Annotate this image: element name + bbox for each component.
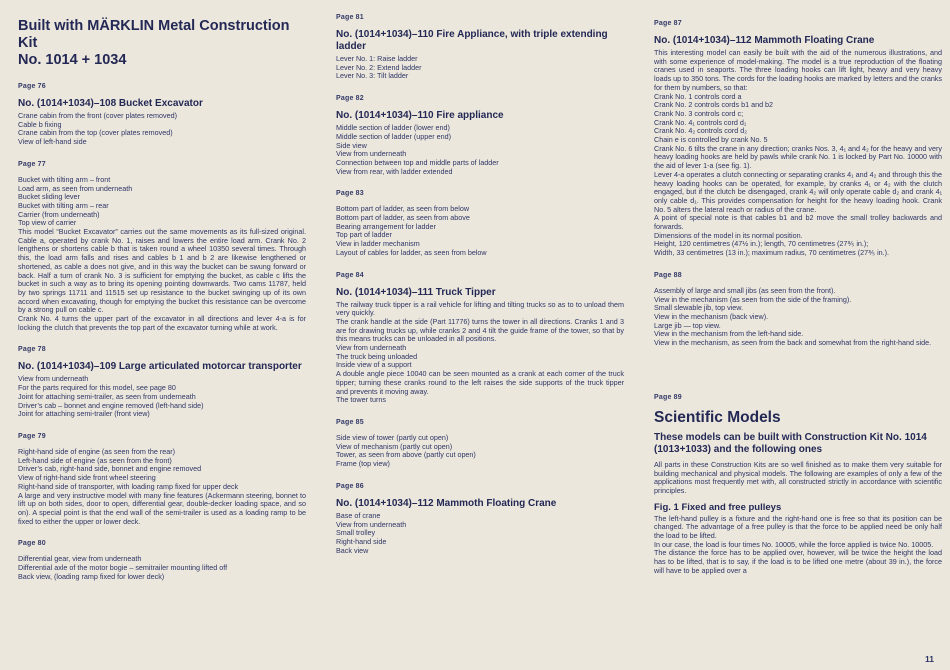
paragraph: A point of special note is that cables b1 and b2 move the small trolley backwards and forwards.	[654, 213, 942, 232]
paragraph: The railway truck tipper is a rail vehicle for lifting and tilting trucks so as to to unload them very quickly.	[336, 299, 624, 318]
page-label: Page 76	[18, 83, 46, 90]
list-line: Differential axle of the motor bogie – semitrailer mounting lifted off	[18, 563, 228, 573]
list-line: View from underneath	[336, 149, 407, 159]
paragraph: Crank No. 4 turns the upper part of the excavator in all directions and lever 4-a is for locking the clutch that prevents the top part of the excavator turning while at work.	[18, 314, 306, 332]
list-line: Crane cabin from the front (cover plates removed)	[18, 111, 177, 120]
list-line: Connection between top and middle parts of ladder	[336, 157, 499, 167]
list-line: Differential gear, view from underneath	[18, 554, 142, 564]
list-line: Bearing arrangement for ladder	[336, 221, 436, 231]
list-line: Joint for attaching semi-trailer (front view)	[18, 409, 150, 419]
page-label: Page 86	[336, 482, 364, 490]
list-line: Lever No. 3: Tilt ladder	[336, 71, 409, 81]
dimensions-label: Dimensions of the model in its normal position.	[654, 230, 803, 240]
paragraph: A large and very instructive model with many fine features (Ackermann steering, bonnet to lift up on both sides, door to open, differential gear, double-decker loading space, and so on). A special point is that the end wall of the semi-trailer is used as a loading ramp to be fixed to either the upper or lower deck.	[18, 490, 306, 526]
page-label-88: Page 88	[654, 271, 682, 279]
list-line: View in the mechanism (back view).	[654, 311, 769, 321]
list-line: Left-hand side of engine (as seen from the front)	[18, 455, 172, 465]
page-label-87: Page 87	[654, 20, 682, 27]
list-line: Small slewable jib, top view.	[654, 303, 744, 313]
left-sections	[18, 83, 306, 581]
page-label: Page 85	[336, 418, 364, 426]
scientific-models-subtitle: These models can be built with Construction Kit No. 1014 (1013+1033) and the following ones	[654, 431, 927, 455]
scientific-intro: All parts in these Construction Kits are so well finished as to make them very suitable for building mechanical and physical models. The following are examples of only a few of the applications most frequently met with, all constructed strictly in accordance with scientific principles.	[654, 459, 942, 495]
list-line: The tower turns	[336, 395, 386, 405]
dimension-line: Width, 33 centimetres (13 in.); maximum radius, 70 centimetres (27⅗ in.).	[654, 248, 890, 258]
scientific-models-title: Scientific Models	[654, 408, 781, 426]
paragraph: The crank handle at the side (Part 11776) turns the tower in all directions. Cranks 1 and 3 are for drawing trucks up, while cranks 2 and 4 tilt the guide frame of the tower, so that by this means trucks can be unloaded in all positions.	[336, 316, 624, 344]
crank-list	[654, 93, 942, 145]
list-line: Middle section of ladder (lower end)	[336, 123, 450, 133]
list-line: Lever No. 2: Extend ladder	[336, 62, 422, 72]
list-line: Top part of ladder	[336, 230, 392, 240]
list-line: Load arm, as seen from underneath	[18, 183, 133, 193]
page-label: Page 78	[18, 346, 46, 354]
page-label: Page 80	[18, 540, 46, 548]
crank-line: Crank No. 3 controls cord c;	[654, 108, 744, 118]
crank-line: Crank No. 4₁ controls cord d₁	[654, 117, 747, 127]
column-left	[18, 0, 306, 581]
list-line: View from underneath	[336, 519, 407, 529]
dimensions-list	[654, 240, 942, 257]
list-line: Middle section of ladder (upper end)	[336, 131, 452, 141]
section-heading: No. (1014+1034)–112 Mammoth Floating Crane	[336, 497, 557, 509]
list-line: Driver’s cab, right-hand side, bonnet and engine removed	[18, 464, 202, 474]
list-line: View of right-hand side front wheel steering	[18, 473, 156, 483]
list-line: View in the mechanism (as seen from the side of the framing).	[654, 294, 852, 304]
list-line: View of mechanism (partly cut open)	[336, 441, 453, 451]
list-line: Side view of tower (partly cut open)	[336, 432, 449, 442]
list-line: Joint for attaching semi-trailer, as seen from underneath	[18, 391, 196, 401]
main-title-line1: Built with MÄRKLIN Metal Construction Kit	[18, 18, 290, 51]
section-heading-87: No. (1014+1034)–112 Mammoth Floating Crane	[654, 35, 875, 46]
paragraph: The distance the force has to be applied over, however, will be twice the height the load has to be lifted, that is to say, if the load is to be lifted one metre (about 39 in.), the force will have to be applied over a	[654, 548, 942, 575]
list-line: Assembly of large and small jibs (as seen from the front).	[654, 285, 836, 295]
section-heading: No. (1014+1034)–110 Fire appliance	[336, 110, 504, 122]
paragraph: The left-hand pulley is a fixture and the right-hand one is free so that its position can be changed. The advantage of a free pulley is that the force to be applied need be only half the load to be lifted.	[654, 513, 942, 541]
page-label: Page 84	[336, 271, 364, 279]
main-title-line2: No. 1014 + 1034	[18, 52, 127, 68]
list-line: View of left-hand side	[18, 137, 87, 147]
list-line: Cable b fixing	[18, 119, 62, 129]
figure-title: Fig. 1 Fixed and free pulleys	[654, 501, 782, 513]
list-line: Top view of carrier	[18, 218, 77, 228]
figure-paragraphs	[654, 515, 942, 576]
list-line: Bucket with tilting arm – rear	[18, 200, 109, 210]
list-line: Right-hand side	[336, 536, 387, 546]
section-heading: No. (1014+1034)–110 Fire Appliance, with triple extending ladder	[336, 29, 608, 52]
column-right	[654, 0, 942, 576]
paragraphs-87	[654, 145, 942, 232]
list-line: Large jib — top view.	[654, 320, 721, 330]
list-line: Frame (top view)	[336, 459, 390, 469]
page-label: Page 83	[336, 190, 364, 198]
section-heading: No. (1014+1034)–111 Truck Tipper	[336, 286, 496, 298]
list-line: Crane cabin from the top (cover plates removed)	[18, 128, 173, 138]
list-line: View from underneath	[18, 374, 89, 384]
list-line: Inside view of a support	[336, 360, 412, 370]
list-line: Bottom part of ladder, as seen from below	[336, 204, 470, 214]
list-line: Bucket with tilting arm – front	[18, 174, 111, 184]
list-line: View from rear, with ladder extended	[336, 166, 453, 176]
main-title	[18, 18, 306, 69]
paragraph: A double angle piece 10040 can be seen mounted as a crank at each corner of the truck tipper; turning these cranks round to the left raises the side supports of the truck tipper and prevents it moving away.	[336, 369, 624, 396]
page-label: Page 77	[18, 160, 46, 168]
list-line: Back view, (loading ramp fixed for lower deck)	[18, 571, 165, 581]
list-line: Layout of cables for ladder, as seen from below	[336, 247, 487, 257]
page-number: 11	[925, 654, 934, 664]
paragraph: Lever 4-a operates a clutch connecting or separating cranks 4₁ and 4₂ and through this the heavy loading hooks can be operated, for example, by cranks 4₁ or 4₂ with the clutch engaged, but if the clutch be disengaged, crank 4₂ will only operate cable d₂ and crank 4₁ only cable d₁. This provides compensation for height for the heavy loading hook. Crank No. 5 alters the lateral reach or radius of the crane.	[654, 169, 942, 214]
crank-line: Crank No. 4₂ controls cord d₂	[654, 126, 748, 136]
list-line: View in the mechanism from the left-hand side.	[654, 329, 804, 339]
page-label: Page 81	[336, 14, 364, 21]
paragraph: This model “Bucket Excavator” carries out the same movements as its full-sized original. Cable a, operated by crank No. 1, raises and lowers the entire load arm. Crank No. 2 lengthens or shortens cable b that is taken round a wheel 10350 several times. Through this, the load arm falls and rises and cables b 1 and b 2 are likewise lengthened or shortened, as cable a does not give, and in this way the bucket can be swung forward or back. Half a turn of crank No. 3 is sufficient for emptying the bucket, as cable c lifts the bucket in such a way as to bring its opening pointing downwards. Two cams 11787, held by two springs 11711 and 11515 set up resistance to the bucket swinging up of its own accord when excavating, though for emptying the bucket this resistance can be overcome by a strong pull on cable c.	[18, 227, 306, 315]
list-line: The truck being unloaded	[336, 351, 418, 361]
dimension-line: Height, 120 centimetres (47½ in.); length, 70 centimetres (27⅗ in.);	[654, 239, 869, 249]
list-line: Tower, as seen from above (partly cut open)	[336, 450, 476, 460]
crank-line: Crank No. 2 controls cords b1 and b2	[654, 100, 774, 110]
list-line: View in ladder mechanism	[336, 239, 420, 249]
crank-line: Crank No. 1 controls cord a	[654, 91, 742, 101]
list-line: Driver’s cab – bonnet and engine removed (left-hand side)	[18, 400, 204, 410]
paragraph: Crank No. 6 tilts the crane in any direction; cranks Nos. 3, 4₁ and 4₂ for the heavy and very heavy loading hooks are held by pawls while crank No. 1 is locked by Part No. 10000 with the aid of lever 1-a (see fig. 1).	[654, 143, 942, 171]
list-line: Bucket sliding lever	[18, 192, 80, 202]
list-line: View from underneath	[336, 343, 407, 353]
section-heading: No. (1014+1034)–108 Bucket Excavator	[18, 98, 203, 109]
page-label: Page 82	[336, 95, 364, 103]
middle-sections	[336, 14, 624, 555]
section-heading: No. (1014+1034)–109 Large articulated motorcar transporter	[18, 361, 302, 373]
list-line: Right-hand side of transporter, with loading ramp fixed for upper deck	[18, 481, 239, 491]
page-label: Page 79	[18, 432, 46, 440]
list-line: For the parts required for this model, see page 80	[18, 383, 176, 393]
list-line: Side view	[336, 140, 367, 150]
list-line: Back view	[336, 545, 369, 555]
list-line: Lever No. 1: Raise ladder	[336, 54, 418, 63]
paragraph: In our case, the load is four times No. 10005, while the force applied is twice No. 10005.	[654, 539, 934, 549]
list-line: Bottom part of ladder, as seen from above	[336, 213, 470, 223]
lines-88	[654, 287, 942, 339]
list-line: Right-hand side of engine (as seen from the rear)	[18, 446, 176, 456]
list-line: Small trolley	[336, 528, 376, 538]
intro-paragraph: This interesting model can easily be built with the aid of the numerous illustrations, and with some experience of model-making. The model is a true reproduction of the floating cranes used in seaports. The three loading hooks can lift light, heavy and very heavy loads up to 350 tons. The cords for the loading hooks are marked by letters and the cranks for them by numbers, so that:	[654, 48, 942, 92]
paragraph-88: View in the mechanism, as seen from the back and somewhat from the right-hand side.	[654, 338, 932, 348]
list-line: Base of crane	[336, 510, 381, 520]
page-label-89: Page 89	[654, 393, 682, 401]
list-line: Carrier (from underneath)	[18, 209, 100, 219]
column-middle	[336, 0, 624, 555]
crank-line: Chain e is controlled by crank No. 5	[654, 135, 768, 145]
